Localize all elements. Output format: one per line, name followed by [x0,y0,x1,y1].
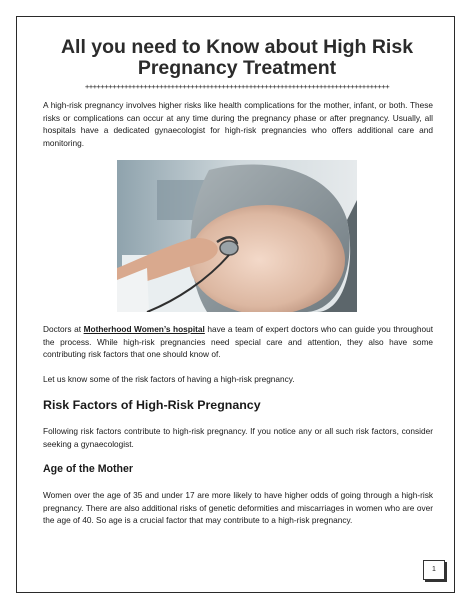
hospital-link[interactable]: Motherhood Women’s hospital [83,324,205,334]
age-paragraph: Women over the age of 35 and under 17 are more likely to have higher odds of going through a high-risk pregnancy. There are also additional risks of genetic deformities and miscarriages in women who are over the age of 40. So age is a crucial factor that may contribute to a high-risk pregnancy. [43,490,433,526]
risk-intro-paragraph: Let us know some of the risk factors of having a high-risk pregnancy. [43,374,295,384]
document-title [36,37,438,79]
age-heading: Age of the Mother [43,463,134,475]
photo-illustration [117,160,357,312]
doctors-paragraph-end: have a team of expert doctors who can guide you throughout the process. While high-risk pregnancies need special care and attention, they also have some contributing risk factors that one should know of. [43,324,433,360]
risk-factors-paragraph: Following risk factors contribute to high-risk pregnancy. If you notice any or all such risk factors, consider seeking a gynaecologist. [43,426,433,449]
title-line-1: All you need to Know about High Risk [60,36,414,58]
risk-factors-heading: Risk Factors of High-Risk Pregnancy [43,398,261,412]
pregnancy-checkup-photo [117,160,357,312]
page-number: 1 [423,560,445,580]
separator-line: ++++++++++++++++++++++++++++++++++++++++++++++++++++++++++++++++++++++++++++++ [84,84,390,92]
intro-paragraph: A high-risk pregnancy involves higher risks like health complications for the mother, infant, or both. These risks or complications can occur at any time during the pregnancy phase or after pregnancy. Usually, all hospitals have a dedicated gynaecologist for high-risk pregnancies who offers additional care and monitoring. [43,100,433,148]
doctors-paragraph [43,323,433,361]
doctors-paragraph-start: Doctors at [43,324,84,334]
title-line-2: Pregnancy Treatment [137,57,337,79]
